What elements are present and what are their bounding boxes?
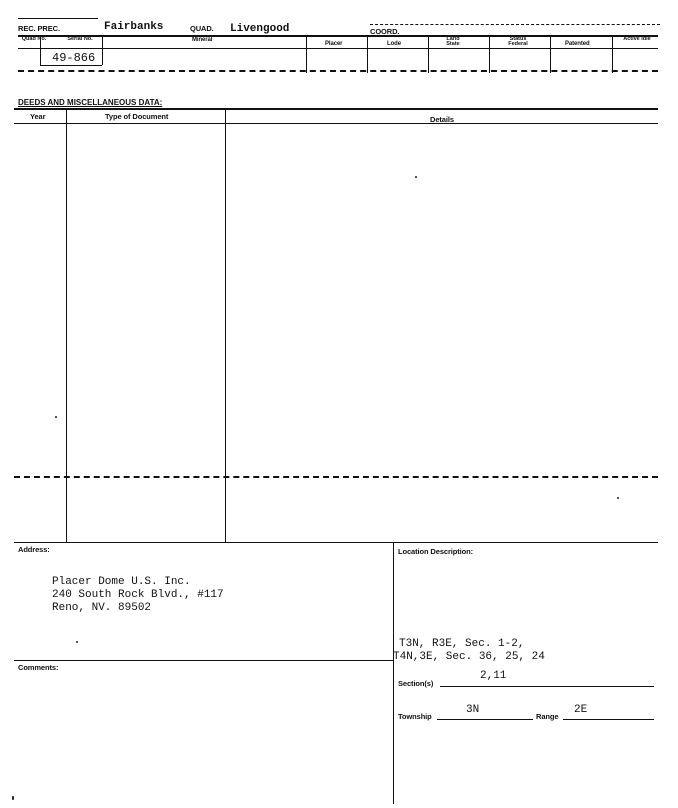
township-underline <box>437 719 533 720</box>
quad-no-label: Quad No. <box>21 36 47 42</box>
township-label: Township <box>398 712 432 721</box>
header-sub-line <box>18 48 658 49</box>
sections-label: Section(s) <box>398 679 434 688</box>
stray-mark <box>415 176 417 178</box>
rec-prec-value: Fairbanks <box>104 21 164 33</box>
col-sep <box>428 35 429 73</box>
comments-top-line <box>14 660 393 661</box>
stray-mark <box>55 416 57 418</box>
location-description-label: Location Description: <box>398 547 473 556</box>
header-row-line <box>18 35 658 37</box>
sections-underline <box>440 686 654 687</box>
township-value: 3N <box>466 704 480 716</box>
serial-no-label: Serial No. <box>67 36 93 42</box>
land-state-label: Land State <box>446 36 460 47</box>
patented-label: Patented <box>565 41 590 47</box>
range-underline <box>563 719 654 720</box>
sections-value: 2,11 <box>480 670 507 682</box>
lode-label: Lode <box>387 41 401 47</box>
serial-no-value: 49-866 <box>52 51 96 65</box>
deeds-header-bottom <box>14 123 658 124</box>
comments-label: Comments: <box>18 663 59 672</box>
placer-label: Placer <box>325 41 343 47</box>
status-federal-label: Status Federal <box>508 36 528 47</box>
type-col-header: Type of Document <box>105 112 169 121</box>
range-value: 2E <box>574 704 588 716</box>
stray-mark <box>617 497 619 499</box>
location-line-2: T4N,3E, Sec. 36, 25, 24 <box>393 651 545 663</box>
stray-mark <box>12 796 14 800</box>
col-sep <box>612 35 613 73</box>
address-line-2: 240 South Rock Blvd., #117 <box>52 589 224 601</box>
header-top-line-right <box>370 24 660 25</box>
deeds-title: DEEDS AND MISCELLANEOUS DATA: <box>18 98 163 107</box>
location-line-1: T3N, R3E, Sec. 1-2, <box>399 638 525 650</box>
active-idle-label: Active Idle <box>623 36 651 42</box>
rec-prec-label: REC. PREC. <box>18 24 60 33</box>
col-sep <box>489 35 490 73</box>
year-col-header: Year <box>30 112 46 121</box>
col-sep <box>367 35 368 73</box>
quad-value: Livengood <box>230 23 290 35</box>
col-sep <box>550 35 551 73</box>
stray-mark <box>76 641 78 643</box>
col-sep <box>102 35 103 65</box>
address-line-1: Placer Dome U.S. Inc. <box>52 576 191 588</box>
quad-label: QUAD. <box>190 24 214 33</box>
deeds-header-top <box>14 108 658 110</box>
serial-bottom-line <box>40 65 102 66</box>
col-sep <box>40 35 41 65</box>
details-col-header: Details <box>430 115 454 124</box>
address-line-3: Reno, NV. 89502 <box>52 602 152 614</box>
coord-label: COORD. <box>370 27 400 36</box>
header-top-line <box>18 18 98 19</box>
address-label: Address: <box>18 545 50 554</box>
mineral-label: Mineral <box>192 37 213 43</box>
col-sep <box>306 35 307 73</box>
range-label: Range <box>536 712 559 721</box>
bottom-top-line <box>14 542 658 543</box>
header-dashed-line <box>18 70 658 72</box>
bottom-mid-sep <box>393 542 394 804</box>
deeds-dashed-line <box>14 476 658 478</box>
